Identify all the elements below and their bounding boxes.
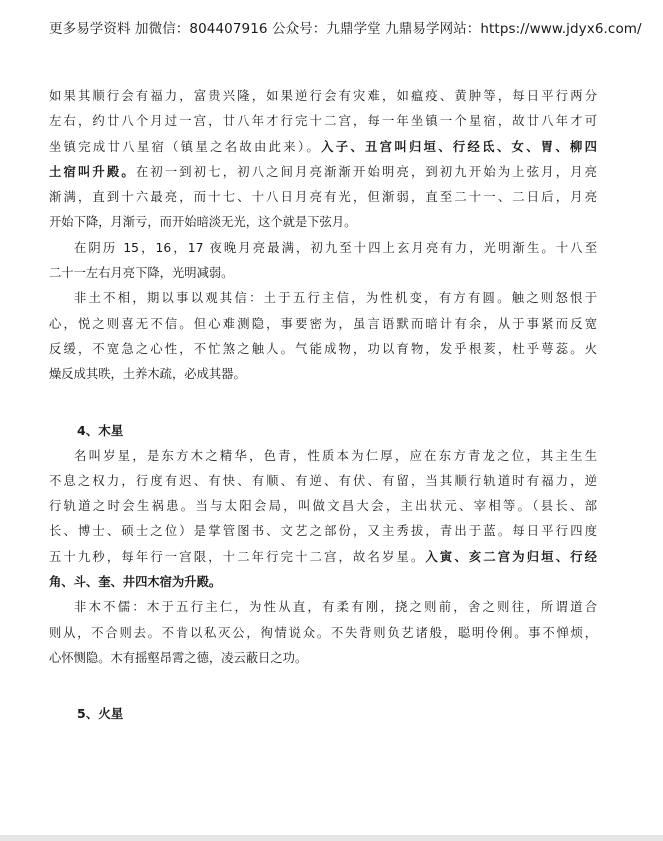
- text-line: 渐满，直到十六最亮，而十七、十八日月亮有光，但渐弱，直至二十一、二日后，月亮: [49, 190, 597, 205]
- text-line: 心，悦之则喜无不信。但心难测隐，事要密为，虽言语默而暗计有余，从于事紧而反宽: [49, 316, 597, 331]
- page-header: 更多易学资料 加微信：804407916 公众号：九鼎学堂 九鼎易学网站：https://www.jdyx6.com/: [49, 21, 642, 37]
- text-line: [49, 160, 597, 185]
- text-span: 坐镇完成廿八星宿（镇星之名故由此来）。: [49, 139, 322, 154]
- spacer: [49, 388, 597, 418]
- text-span: 在初一到初七，初八之间月亮渐渐开始明亮，到初九开始为上弦月，月亮: [135, 164, 597, 179]
- text-span: 五十九秒，每年行一宫限，十二年行完十二宫，故名岁星。: [49, 549, 426, 564]
- text-line: [49, 570, 597, 595]
- text-line: 非土不相，期以事以观其信：土于五行主信，为性机变，有方有圆。触之则怒恨于: [74, 291, 597, 306]
- paragraph-moon-saturn: [49, 84, 597, 236]
- spacer: [49, 671, 597, 701]
- section-heading-jupiter: 4、木星: [77, 422, 124, 438]
- document-body: [49, 84, 597, 727]
- text-line: 在阴历 15，16，17 夜晚月亮最满，初九至十四上玄月亮有力，光明渐生。十八至: [74, 240, 597, 255]
- text-line: 则从，不合则去。不肯以私灭公，徇情说众。不失背则负艺诸般，聪明伶俐。事不惮烦，: [49, 625, 597, 640]
- paragraph-lunar: [49, 236, 597, 287]
- bold-span: 入子、丑宫叫归垣、行经氐、女、胃、柳四: [321, 139, 597, 154]
- text-line: 行轨道之时会生祸患。当与太阳会局，叫做文昌大会，主出状元、宰相等。（县长、部: [49, 499, 597, 514]
- bold-span: 土宿叫升殿。: [49, 164, 136, 179]
- paragraph-earth: [49, 286, 597, 387]
- text-line: 名叫岁星，是东方木之精华，色青，性质本为仁厚，应在东方青龙之位，其主生生: [74, 448, 597, 463]
- text-line: 心怀恻隐。木有摇壑昂霄之德，凌云蔽日之功。: [49, 650, 308, 665]
- text-line: [49, 135, 597, 160]
- text-line: 二十一左右月亮下降，光明减弱。: [49, 266, 234, 281]
- text-line: 不息之权力，行度有迟、有快、有顺、有逆、有伏、有留，当其顺行轨道时有福力，逆: [49, 473, 597, 488]
- section-heading-mars: 5、火星: [77, 706, 124, 722]
- text-line: 长、博士、硕士之位）是掌管图书、文艺之部份，又主秀拔，青出于蓝。每日平行四度: [49, 524, 597, 539]
- text-line: 开始下降，月渐亏，而开始暗淡无光，这个就是下弦月。: [49, 215, 357, 230]
- paragraph-jupiter: [49, 444, 597, 596]
- text-line: 非木不儒：木于五行主仁，为性从直，有柔有刚，挠之则前，舍之则往，所谓道合: [74, 600, 597, 615]
- bold-span: 角、斗、奎、井四木宿为升殿。: [49, 575, 222, 590]
- text-line: [49, 545, 597, 570]
- bold-span: 入寅、亥二宫为归垣、行经: [425, 549, 597, 564]
- text-line: 燥反成其昳，土养木疏，必成其器。: [49, 367, 246, 382]
- text-line: 如果其顺行会有福力，富贵兴隆，如果逆行会有灾难，如瘟疫、黄肿等，每日平行两分: [49, 89, 597, 103]
- bottom-scroll-edge: [0, 835, 663, 841]
- paragraph-wood: [49, 595, 597, 671]
- text-line: 左右，约廿八个月过一宫，廿八年才行完十二宫，每一年坐镇一个星宿，故廿八年才可: [49, 114, 597, 129]
- text-line: 反缓，不宽急之心性，不忙煞之触人。气能成物，功以育物，发乎根荄，杜乎萼蕊。火: [49, 341, 597, 356]
